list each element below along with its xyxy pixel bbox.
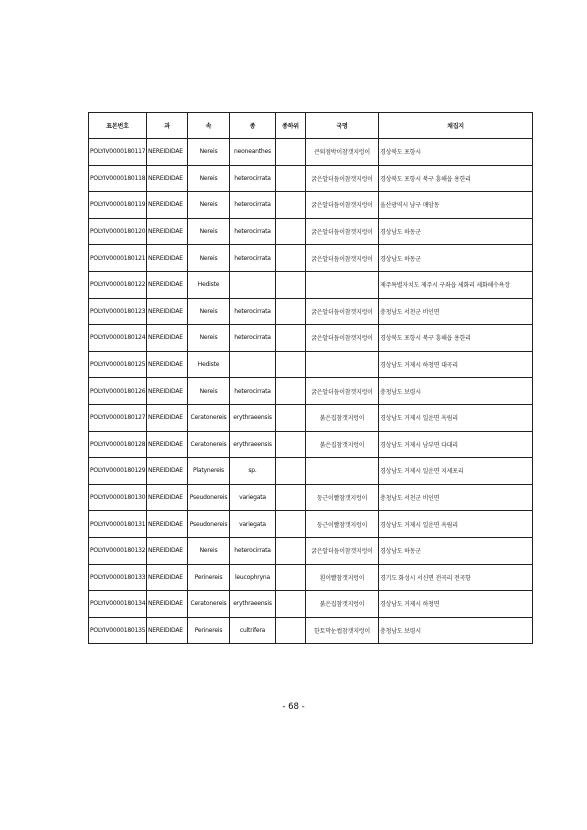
cell-species: heterocirrata	[230, 218, 276, 245]
cell-subspecies	[276, 192, 306, 219]
cell-family: NEREIDIDAE	[147, 351, 188, 378]
cell-family: NEREIDIDAE	[147, 192, 188, 219]
cell-genus: Ceratonereis	[188, 404, 230, 431]
cell-korean-name: 굵은알더듬이참갯지렁이	[306, 378, 379, 405]
cell-specimen-no: POLYIV0000180127	[89, 404, 147, 431]
cell-genus: Nereis	[188, 245, 230, 272]
header-family: 과	[147, 113, 188, 139]
cell-subspecies	[276, 139, 306, 166]
cell-locality: 경상남도 거제시 하청면 대곡리	[379, 351, 533, 378]
table-row	[89, 511, 533, 538]
header-subspecies: 종하위	[276, 113, 306, 139]
cell-locality: 경상남도 거제시 남부면 다대리	[379, 431, 533, 458]
cell-subspecies	[276, 458, 306, 485]
cell-korean-name: 붉은집참갯지렁이	[306, 431, 379, 458]
cell-family: NEREIDIDAE	[147, 564, 188, 591]
cell-subspecies	[276, 591, 306, 618]
cell-specimen-no: POLYIV0000180128	[89, 431, 147, 458]
cell-locality: 울산광역시 남구 매암동	[379, 192, 533, 219]
cell-genus: Perinereis	[188, 564, 230, 591]
cell-family: NEREIDIDAE	[147, 617, 188, 644]
cell-family: NEREIDIDAE	[147, 537, 188, 564]
cell-genus: Nereis	[188, 378, 230, 405]
cell-locality: 경상남도 하동군	[379, 537, 533, 564]
cell-species: neoneanthes	[230, 139, 276, 166]
cell-species: heterocirrata	[230, 325, 276, 352]
cell-genus: Nereis	[188, 192, 230, 219]
cell-specimen-no: POLYIV0000180126	[89, 378, 147, 405]
cell-specimen-no: POLYIV0000180134	[89, 591, 147, 618]
cell-subspecies	[276, 165, 306, 192]
table-row	[89, 245, 533, 272]
cell-genus: Ceratonereis	[188, 591, 230, 618]
cell-specimen-no: POLYIV0000180129	[89, 458, 147, 485]
header-specimen-no: 표본번호	[89, 113, 147, 139]
cell-species	[230, 271, 276, 298]
cell-specimen-no: POLYIV0000180130	[89, 484, 147, 511]
cell-subspecies	[276, 484, 306, 511]
cell-species: heterocirrata	[230, 298, 276, 325]
header-locality: 채집지	[379, 113, 533, 139]
table-row	[89, 351, 533, 378]
cell-korean-name: 둥근이빨참갯지렁이	[306, 484, 379, 511]
cell-family: NEREIDIDAE	[147, 245, 188, 272]
cell-locality: 경상남도 거제시 하청면	[379, 591, 533, 618]
cell-locality: 충청남도 서천군 비인면	[379, 298, 533, 325]
cell-korean-name	[306, 458, 379, 485]
cell-locality: 경상남도 하동군	[379, 245, 533, 272]
header-species: 종	[230, 113, 276, 139]
cell-korean-name: 굵은알더듬이참갯지렁이	[306, 298, 379, 325]
cell-genus: Nereis	[188, 537, 230, 564]
cell-genus: Hediste	[188, 271, 230, 298]
cell-species: leucophryna	[230, 564, 276, 591]
cell-genus: Perinereis	[188, 617, 230, 644]
cell-specimen-no: POLYIV0000180117	[89, 139, 147, 166]
cell-locality: 경상남도 거제시 일운면 옥림리	[379, 511, 533, 538]
cell-genus: Pseudonereis	[188, 484, 230, 511]
cell-korean-name: 굵은알더듬이참갯지렁이	[306, 218, 379, 245]
cell-specimen-no: POLYIV0000180124	[89, 325, 147, 352]
specimen-table	[88, 112, 533, 644]
cell-subspecies	[276, 537, 306, 564]
cell-subspecies	[276, 511, 306, 538]
cell-korean-name: 한토막눈썹참갯지렁이	[306, 617, 379, 644]
cell-family: NEREIDIDAE	[147, 404, 188, 431]
cell-korean-name: 굵은알더듬이참갯지렁이	[306, 537, 379, 564]
cell-family: NEREIDIDAE	[147, 298, 188, 325]
cell-specimen-no: POLYIV0000180123	[89, 298, 147, 325]
cell-locality: 충청남도 보령시	[379, 617, 533, 644]
cell-subspecies	[276, 245, 306, 272]
cell-family: NEREIDIDAE	[147, 139, 188, 166]
cell-genus: Nereis	[188, 298, 230, 325]
cell-specimen-no: POLYIV0000180133	[89, 564, 147, 591]
cell-species: heterocirrata	[230, 165, 276, 192]
cell-specimen-no: POLYIV0000180120	[89, 218, 147, 245]
cell-locality: 경기도 화성시 서신면 전곡리 전곡항	[379, 564, 533, 591]
table-row	[89, 271, 533, 298]
cell-species: sp.	[230, 458, 276, 485]
cell-korean-name	[306, 271, 379, 298]
cell-genus: Pseudonereis	[188, 511, 230, 538]
cell-subspecies	[276, 431, 306, 458]
cell-locality: 경상북도 포항시 북구 흥해읍 용한리	[379, 325, 533, 352]
cell-locality: 경상북도 포항시	[379, 139, 533, 166]
cell-family: NEREIDIDAE	[147, 378, 188, 405]
table-row	[89, 298, 533, 325]
cell-subspecies	[276, 564, 306, 591]
cell-subspecies	[276, 271, 306, 298]
cell-specimen-no: POLYIV0000180131	[89, 511, 147, 538]
cell-family: NEREIDIDAE	[147, 484, 188, 511]
table-header	[89, 113, 533, 139]
cell-family: NEREIDIDAE	[147, 271, 188, 298]
cell-family: NEREIDIDAE	[147, 511, 188, 538]
page-number: - 68 -	[282, 702, 305, 712]
cell-subspecies	[276, 351, 306, 378]
table-row	[89, 218, 533, 245]
cell-specimen-no: POLYIV0000180118	[89, 165, 147, 192]
cell-korean-name: 큰퇴점박이참갯지렁이	[306, 139, 379, 166]
cell-species: variegata	[230, 484, 276, 511]
cell-locality: 경상북도 포항시 북구 흥해읍 용한리	[379, 165, 533, 192]
header-korean-name: 국명	[306, 113, 379, 139]
cell-species: heterocirrata	[230, 245, 276, 272]
cell-korean-name: 굵은알더듬이참갯지렁이	[306, 325, 379, 352]
table-row	[89, 165, 533, 192]
table-row	[89, 537, 533, 564]
cell-subspecies	[276, 617, 306, 644]
cell-family: NEREIDIDAE	[147, 218, 188, 245]
cell-locality: 경상남도 거제시 일운면 지세포리	[379, 458, 533, 485]
table-body	[89, 139, 533, 644]
table-row	[89, 325, 533, 352]
cell-species: heterocirrata	[230, 378, 276, 405]
cell-locality: 경상남도 하동군	[379, 218, 533, 245]
cell-subspecies	[276, 378, 306, 405]
cell-specimen-no: POLYIV0000180122	[89, 271, 147, 298]
table-row	[89, 431, 533, 458]
header-row	[89, 113, 533, 139]
cell-subspecies	[276, 218, 306, 245]
cell-genus: Ceratonereis	[188, 431, 230, 458]
header-genus: 속	[188, 113, 230, 139]
cell-species: variegata	[230, 511, 276, 538]
cell-korean-name: 붉은집참갯지렁이	[306, 404, 379, 431]
cell-locality: 충청남도 보령시	[379, 378, 533, 405]
cell-genus: Nereis	[188, 325, 230, 352]
cell-locality: 충청남도 서천군 비인면	[379, 484, 533, 511]
table-row	[89, 192, 533, 219]
cell-family: NEREIDIDAE	[147, 165, 188, 192]
cell-species: cultrifera	[230, 617, 276, 644]
cell-species: heterocirrata	[230, 537, 276, 564]
cell-locality: 제주특별자치도 제주시 구좌읍 세화리 세화해수욕장	[379, 271, 533, 298]
table-row	[89, 591, 533, 618]
cell-family: NEREIDIDAE	[147, 325, 188, 352]
cell-specimen-no: POLYIV0000180119	[89, 192, 147, 219]
cell-family: NEREIDIDAE	[147, 431, 188, 458]
cell-korean-name: 굵은알더듬이참갯지렁이	[306, 165, 379, 192]
cell-specimen-no: POLYIV0000180132	[89, 537, 147, 564]
table-row	[89, 617, 533, 644]
cell-subspecies	[276, 325, 306, 352]
cell-subspecies	[276, 404, 306, 431]
cell-specimen-no: POLYIV0000180135	[89, 617, 147, 644]
table-row	[89, 404, 533, 431]
cell-korean-name: 굵은알더듬이참갯지렁이	[306, 245, 379, 272]
table-row	[89, 458, 533, 485]
table-row	[89, 484, 533, 511]
cell-species: erythraeensis	[230, 431, 276, 458]
cell-locality: 경상남도 거제시 일운면 옥림리	[379, 404, 533, 431]
cell-genus: Hediste	[188, 351, 230, 378]
cell-korean-name	[306, 351, 379, 378]
cell-korean-name: 둥근이빨참갯지렁이	[306, 511, 379, 538]
cell-korean-name: 흰이빨참갯지렁이	[306, 564, 379, 591]
table-row	[89, 564, 533, 591]
cell-species	[230, 351, 276, 378]
cell-genus: Nereis	[188, 165, 230, 192]
cell-specimen-no: POLYIV0000180125	[89, 351, 147, 378]
cell-genus: Nereis	[188, 218, 230, 245]
table-row	[89, 139, 533, 166]
cell-family: NEREIDIDAE	[147, 591, 188, 618]
cell-specimen-no: POLYIV0000180121	[89, 245, 147, 272]
table-row	[89, 378, 533, 405]
cell-family: NEREIDIDAE	[147, 458, 188, 485]
cell-species: heterocirrata	[230, 192, 276, 219]
cell-korean-name: 붉은집참갯지렁이	[306, 591, 379, 618]
cell-species: erythraeensis	[230, 404, 276, 431]
cell-subspecies	[276, 298, 306, 325]
cell-genus: Platynereis	[188, 458, 230, 485]
cell-species: erythraeensis	[230, 591, 276, 618]
cell-korean-name: 굵은알더듬이참갯지렁이	[306, 192, 379, 219]
cell-genus: Nereis	[188, 139, 230, 166]
